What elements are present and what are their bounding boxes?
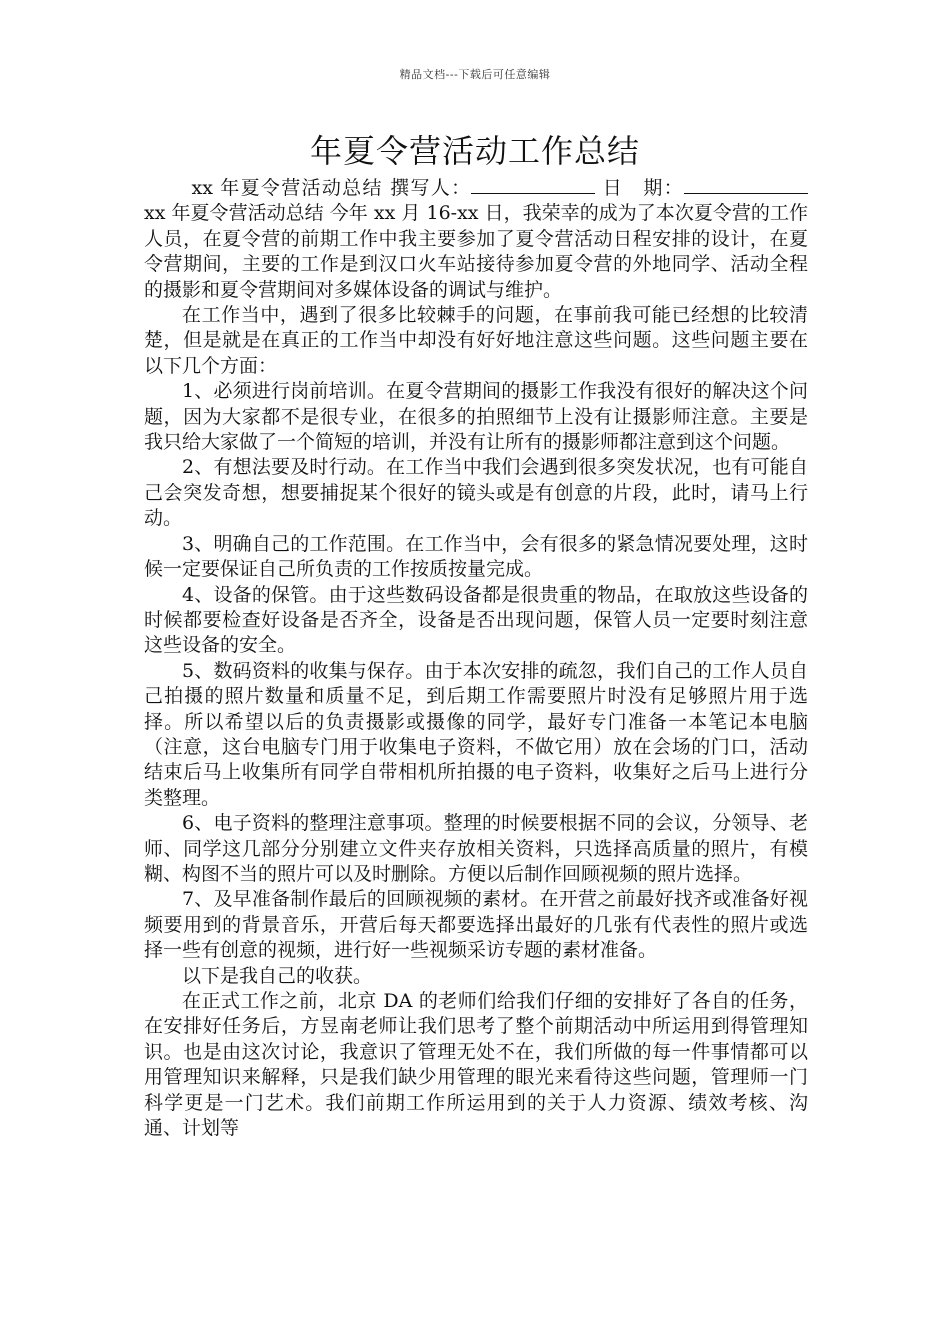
paragraph: 3、明确自己的工作范围。在工作当中，会有很多的紧急情况要处理，这时候一定要保证自己所负责的工作按质按量完成。 (144, 532, 808, 581)
paragraph-intro: xx 年夏令营活动总结 今年 xx 月 16-xx 日，我荣幸的成为了本次夏令营的工作人员，在夏令营的前期工作中我主要参加了夏令营活动日程安排的设计，在夏令营期间，主要的工作是到汉口火车站接待参加夏令营的外地同学、活动全程的摄影和夏令营期间对多媒体设备的调试与维护。 (144, 202, 808, 301)
paragraph: 4、设备的保管。由于这些数码设备都是很贵重的物品，在取放这些设备的时候都要检查好设备是否齐全，设备是否出现问题，保管人员一定要时刻注意这些设备的安全。 (144, 583, 808, 657)
document-body (144, 175, 808, 1141)
paragraph: 在正式工作之前，北京 DA 的老师们给我们仔细的安排好了各自的任务，在安排好任务后，方昱南老师让我们思考了整个前期活动中所运用到得管理知识。也是由这次讨论，我意识了管理无处不在，我们所做的每一件事情都可以用管理知识来解释，只是我们缺少用管理的眼光来看待这些问题，管理师一门科学更是一门艺术。我们前期工作所运用到的关于人力资源、绩效考核、沟通、计划等 (144, 990, 808, 1140)
paragraph: 在工作当中，遇到了很多比较棘手的问题，在事前我可能已经想的比较清楚，但是就是在真正的工作当中却没有好好地注意这些问题。这些问题主要在以下几个方面： (144, 304, 808, 377)
document-title: 年夏令营活动工作总结 (309, 132, 640, 170)
meta-line (144, 175, 808, 303)
meta-prefix: xx 年夏令营活动总结 撰写人： (191, 177, 472, 199)
writer-blank (471, 175, 595, 194)
paragraph: 以下是我自己的收获。 (182, 964, 373, 987)
paragraph: 6、电子资料的整理注意事项。整理的时候要根据不同的会议，分领导、老师、同学这几部分分别建立文件夹存放相关资料，只选择高质量的照片，有模糊、构图不当的照片可以及时删除。方便以后制作回顾视频的照片选择。 (144, 812, 808, 885)
header-note: 精品文档---下载后可任意编辑 (399, 68, 551, 81)
date-blank (684, 175, 764, 194)
date-blank-continued (764, 175, 808, 194)
paragraph: 1、必须进行岗前培训。在夏令营期间的摄影工作我没有很好的解决这个问题，因为大家都不是很专业，在很多的拍照细节上没有让摄影师注意。主要是我只给大家做了一个简短的培训，并没有让所有的摄影师都注意到这个问题。 (144, 380, 808, 454)
date-label: 日 期： (595, 177, 684, 199)
paragraph: 7、及早准备制作最后的回顾视频的素材。在开营之前最好找齐或准备好视频要用到的背景音乐，开营后每天都要选择出最好的几张有代表性的照片或选择一些有创意的视频，进行好一些视频采访专题的素材准备。 (144, 888, 808, 962)
paragraph: 5、数码资料的收集与保存。由于本次安排的疏忽，我们自己的工作人员自己拍摄的照片数量和质量不足，到后期工作需要照片时没有足够照片用于选择。所以希望以后的负责摄影或摄像的同学，最好专门准备一本笔记本电脑（注意，这台电脑专门用于收集电子资料，不做它用）放在会场的门口，活动结束后马上收集所有同学自带相机所拍摄的电子资料，收集好之后马上进行分类整理。 (144, 659, 808, 809)
paragraph: 2、有想法要及时行动。在工作当中我们会遇到很多突发状况，也有可能自己会突发奇想，想要捕捉某个很好的镜头或是有创意的片段，此时，请马上行动。 (144, 456, 808, 530)
